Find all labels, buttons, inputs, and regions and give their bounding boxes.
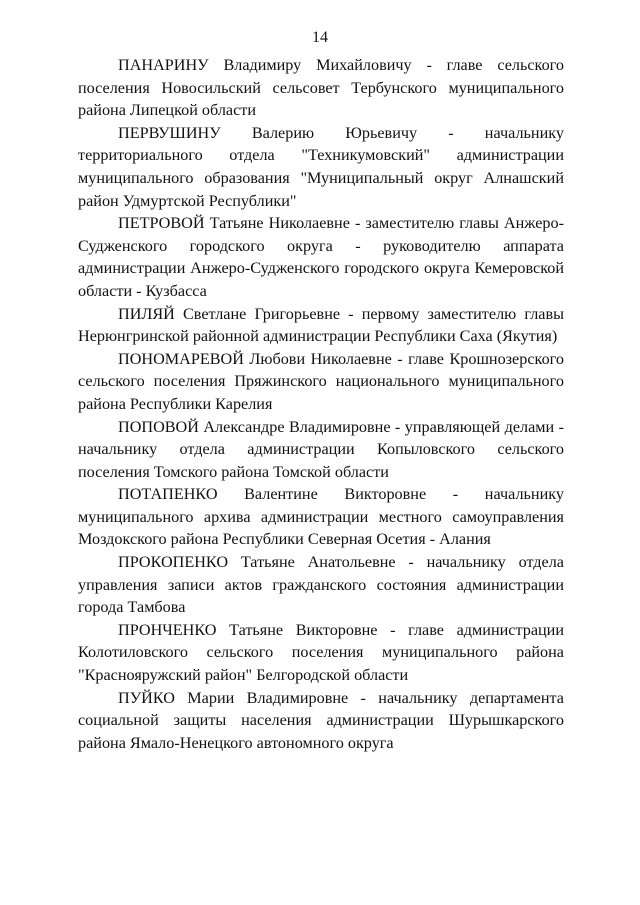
page-number: 14	[312, 29, 328, 46]
entry-puyko: ПУЙКО Марии Владимировне - начальнику департамента социальной защиты населения администрации Шурышкарского района Ямало-Ненецкого автономного округа	[78, 688, 564, 752]
entry-pronchenko: ПРОНЧЕНКО Татьяне Викторовне - главе администрации Колотиловского сельского поселения муниципального района "Краснояружский район" Белгородской области	[78, 620, 564, 685]
entry-popova: ПОПОВОЙ Александре Владимировне - управляющей делами - начальнику отдела администрации Копыловского сельского поселения Томского района Томской области	[78, 417, 564, 481]
entry-petrova: ПЕТРОВОЙ Татьяне Николаевне - заместителю главы Анжеро-Судженского городского округа - руководителю аппарата администрации Анжеро-Судженского городского округа Кемеровской области - Кузбасса	[78, 214, 564, 300]
entry-panarin: ПАНАРИНУ Владимиру Михайловичу - главе сельского поселения Новосильский сельсовет Тербунского муниципального района Липецкой области	[78, 56, 564, 120]
entry-pervushin: ПЕРВУШИНУ Валерию Юрьевичу - начальнику территориального отдела "Техникумовский" администрации муниципального образования "Муниципальный округ Алнашский район Удмуртской Республики"	[78, 123, 564, 210]
entry-potapenko: ПОТАПЕНКО Валентине Викторовне - начальнику муниципального архива администрации местного самоуправления Моздокского района Республики Северная Осетия - Алания	[78, 485, 564, 549]
entry-pilyay: ПИЛЯЙ Светлане Григорьевне - первому заместителю главы Нерюнгринской районной администрации Республики Саха (Якутия)	[78, 304, 564, 346]
entry-prokopenko: ПРОКОПЕНКО Татьяне Анатольевне - начальнику отдела управления записи актов гражданского состояния администрации города Тамбова	[78, 553, 564, 617]
entries-list	[78, 54, 564, 754]
entry-ponomareva: ПОНОМАРЕВОЙ Любови Николаевне - главе Крошнозерского сельского поселения Пряжинского национального муниципального района Республики Карелия	[78, 349, 564, 413]
